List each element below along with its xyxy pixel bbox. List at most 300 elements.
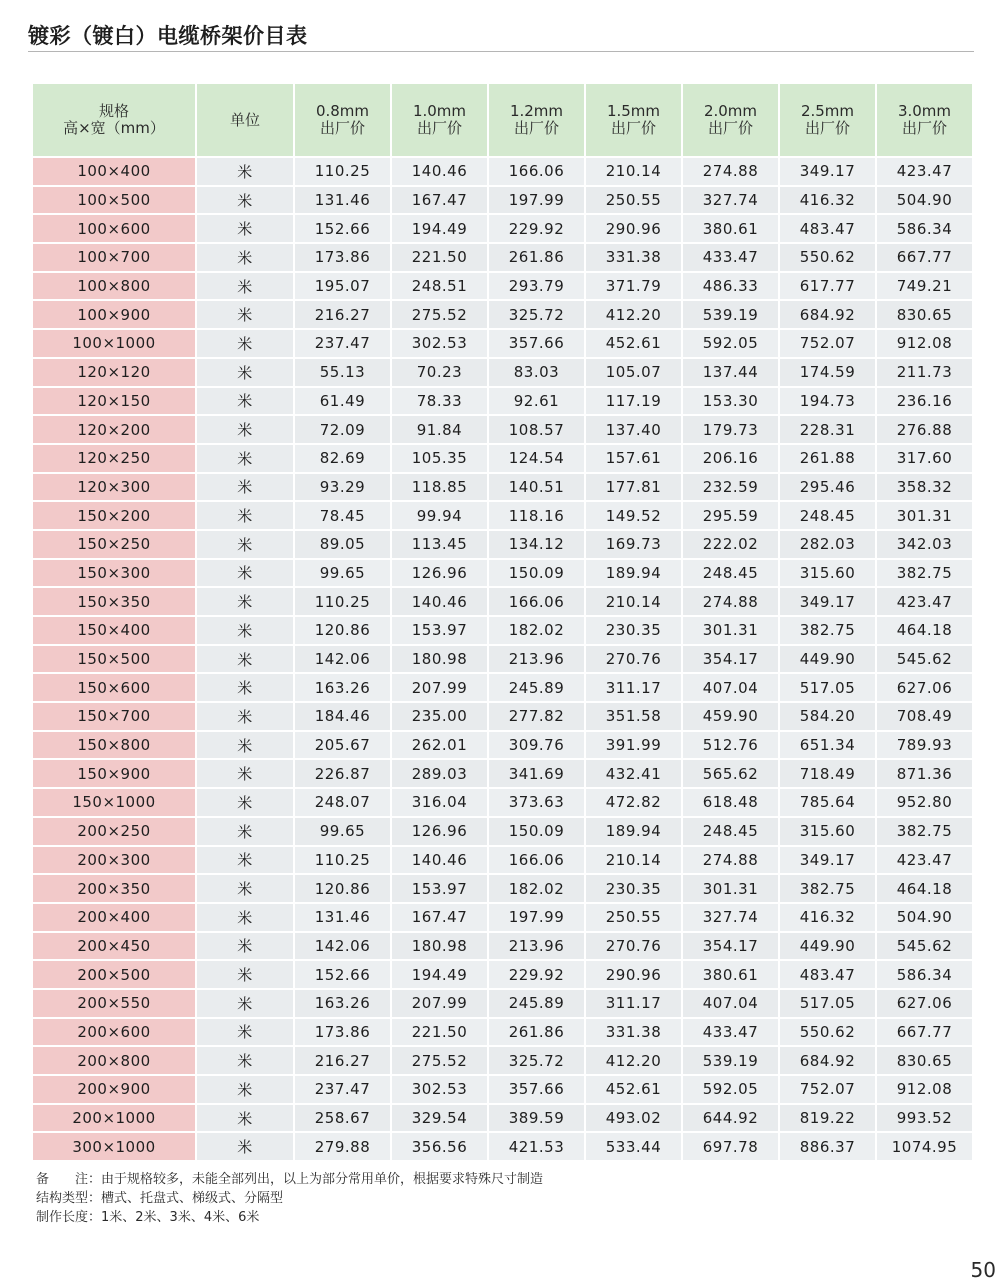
price-cell: 789.93: [877, 732, 972, 759]
price-cell: 153.30: [683, 388, 778, 415]
price-cell: 194.49: [392, 215, 487, 242]
price-cell: 459.90: [683, 703, 778, 730]
table-row: [33, 703, 972, 730]
price-cell: 140.46: [392, 158, 487, 185]
price-cell: 316.04: [392, 789, 487, 816]
unit-cell: 米: [197, 875, 293, 902]
header-spec: [33, 84, 195, 156]
price-cell: 565.62: [683, 760, 778, 787]
price-cell: 483.47: [780, 215, 875, 242]
price-cell: 194.73: [780, 388, 875, 415]
price-cell: 667.77: [877, 1019, 972, 1046]
price-cell: 325.72: [489, 1047, 584, 1074]
price-cell: 382.75: [780, 617, 875, 644]
price-cell: 134.12: [489, 531, 584, 558]
price-cell: 197.99: [489, 904, 584, 931]
header-price-label: 出厂价: [416, 119, 462, 137]
unit-cell: 米: [197, 560, 293, 587]
price-cell: 237.47: [295, 330, 390, 357]
price-cell: 180.98: [392, 933, 487, 960]
price-cell: 92.61: [489, 388, 584, 415]
price-cell: 91.84: [392, 416, 487, 443]
price-cell: 167.47: [392, 187, 487, 214]
price-cell: 342.03: [877, 531, 972, 558]
unit-cell: 米: [197, 847, 293, 874]
price-cell: 140.51: [489, 474, 584, 501]
price-cell: 277.82: [489, 703, 584, 730]
price-cell: 89.05: [295, 531, 390, 558]
price-cell: 327.74: [683, 904, 778, 931]
unit-cell: 米: [197, 244, 293, 271]
price-cell: 290.96: [586, 215, 681, 242]
price-cell: 105.07: [586, 359, 681, 386]
table-row: [33, 1019, 972, 1046]
unit-cell: 米: [197, 301, 293, 328]
price-cell: 584.20: [780, 703, 875, 730]
price-cell: 206.16: [683, 445, 778, 472]
price-cell: 166.06: [489, 158, 584, 185]
price-cell: 912.08: [877, 330, 972, 357]
price-cell: 592.05: [683, 1076, 778, 1103]
price-cell: 110.25: [295, 158, 390, 185]
spec-cell: 200×800: [33, 1047, 195, 1074]
unit-cell: 米: [197, 445, 293, 472]
price-cell: 618.48: [683, 789, 778, 816]
price-cell: 189.94: [586, 818, 681, 845]
unit-cell: 米: [197, 359, 293, 386]
price-cell: 912.08: [877, 1076, 972, 1103]
price-cell: 210.14: [586, 158, 681, 185]
table-row: [33, 961, 972, 988]
price-cell: 275.52: [392, 301, 487, 328]
price-cell: 126.96: [392, 818, 487, 845]
price-cell: 785.64: [780, 789, 875, 816]
spec-cell: 100×600: [33, 215, 195, 242]
price-cell: 221.50: [392, 244, 487, 271]
price-cell: 61.49: [295, 388, 390, 415]
header-thickness: 2.5mm: [800, 102, 855, 120]
header-price-label: 出厂价: [610, 119, 656, 137]
price-cell: 163.26: [295, 674, 390, 701]
header-thickness: 1.0mm: [412, 102, 467, 120]
price-cell: 93.29: [295, 474, 390, 501]
table-row: [33, 904, 972, 931]
price-cell: 276.88: [877, 416, 972, 443]
price-cell: 83.03: [489, 359, 584, 386]
table-row: [33, 588, 972, 615]
table-header-row: [33, 84, 972, 156]
price-cell: 472.82: [586, 789, 681, 816]
price-cell: 550.62: [780, 1019, 875, 1046]
unit-cell: 米: [197, 502, 293, 529]
table-row: [33, 875, 972, 902]
price-cell: 617.77: [780, 273, 875, 300]
spec-cell: 300×1000: [33, 1133, 195, 1160]
spec-cell: 150×400: [33, 617, 195, 644]
price-cell: 250.55: [586, 904, 681, 931]
price-cell: 331.38: [586, 244, 681, 271]
table-row: [33, 1105, 972, 1132]
price-cell: 222.02: [683, 531, 778, 558]
price-cell: 108.57: [489, 416, 584, 443]
price-cell: 140.46: [392, 847, 487, 874]
price-cell: 325.72: [489, 301, 584, 328]
price-cell: 423.47: [877, 847, 972, 874]
spec-cell: 150×700: [33, 703, 195, 730]
price-table: [31, 82, 974, 1162]
price-cell: 452.61: [586, 1076, 681, 1103]
price-cell: 261.86: [489, 1019, 584, 1046]
spec-cell: 120×250: [33, 445, 195, 472]
price-cell: 105.35: [392, 445, 487, 472]
price-cell: 72.09: [295, 416, 390, 443]
spec-cell: 150×200: [33, 502, 195, 529]
price-cell: 331.38: [586, 1019, 681, 1046]
price-cell: 539.19: [683, 301, 778, 328]
header-thickness: 1.2mm: [509, 102, 564, 120]
spec-cell: 150×900: [33, 760, 195, 787]
price-cell: 512.76: [683, 732, 778, 759]
unit-cell: 米: [197, 273, 293, 300]
table-row: [33, 273, 972, 300]
spec-cell: 150×300: [33, 560, 195, 587]
price-cell: 205.67: [295, 732, 390, 759]
header-price-column: [683, 84, 778, 156]
price-cell: 213.96: [489, 933, 584, 960]
price-cell: 78.33: [392, 388, 487, 415]
price-cell: 550.62: [780, 244, 875, 271]
price-cell: 412.20: [586, 1047, 681, 1074]
header-unit: 单位: [197, 84, 293, 156]
price-cell: 302.53: [392, 1076, 487, 1103]
price-cell: 55.13: [295, 359, 390, 386]
price-cell: 237.47: [295, 1076, 390, 1103]
table-row: [33, 388, 972, 415]
header-price-column: [489, 84, 584, 156]
spec-cell: 200×250: [33, 818, 195, 845]
unit-cell: 米: [197, 1105, 293, 1132]
unit-cell: 米: [197, 789, 293, 816]
price-cell: 167.47: [392, 904, 487, 931]
price-cell: 82.69: [295, 445, 390, 472]
table-row: [33, 301, 972, 328]
price-cell: 270.76: [586, 646, 681, 673]
table-row: [33, 818, 972, 845]
price-cell: 504.90: [877, 904, 972, 931]
price-cell: 830.65: [877, 1047, 972, 1074]
unit-cell: 米: [197, 158, 293, 185]
price-cell: 235.00: [392, 703, 487, 730]
table-row: [33, 416, 972, 443]
note-structure-types: 结构类型：槽式、托盘式、梯级式、分隔型: [36, 1191, 284, 1206]
price-cell: 229.92: [489, 215, 584, 242]
price-cell: 349.17: [780, 847, 875, 874]
price-cell: 152.66: [295, 215, 390, 242]
table-row: [33, 359, 972, 386]
price-cell: 412.20: [586, 301, 681, 328]
table-row: [33, 560, 972, 587]
price-cell: 493.02: [586, 1105, 681, 1132]
table-row: [33, 646, 972, 673]
price-cell: 819.22: [780, 1105, 875, 1132]
spec-cell: 150×1000: [33, 789, 195, 816]
price-cell: 137.44: [683, 359, 778, 386]
price-cell: 302.53: [392, 330, 487, 357]
table-row: [33, 933, 972, 960]
table-row: [33, 158, 972, 185]
price-cell: 423.47: [877, 588, 972, 615]
spec-cell: 120×200: [33, 416, 195, 443]
price-cell: 329.54: [392, 1105, 487, 1132]
unit-cell: 米: [197, 1133, 293, 1160]
spec-cell: 150×350: [33, 588, 195, 615]
price-cell: 113.45: [392, 531, 487, 558]
price-cell: 295.46: [780, 474, 875, 501]
unit-cell: 米: [197, 187, 293, 214]
price-cell: 464.18: [877, 617, 972, 644]
price-cell: 70.23: [392, 359, 487, 386]
price-cell: 684.92: [780, 1047, 875, 1074]
price-cell: 131.46: [295, 904, 390, 931]
header-spec-line1: 规格: [98, 102, 129, 120]
table-row: [33, 187, 972, 214]
price-cell: 449.90: [780, 933, 875, 960]
price-cell: 270.76: [586, 933, 681, 960]
price-cell: 275.52: [392, 1047, 487, 1074]
price-cell: 118.85: [392, 474, 487, 501]
unit-cell: 米: [197, 416, 293, 443]
price-cell: 358.32: [877, 474, 972, 501]
price-cell: 120.86: [295, 875, 390, 902]
price-cell: 250.55: [586, 187, 681, 214]
price-cell: 382.75: [877, 818, 972, 845]
table-row: [33, 732, 972, 759]
spec-cell: 200×550: [33, 990, 195, 1017]
unit-cell: 米: [197, 933, 293, 960]
price-cell: 423.47: [877, 158, 972, 185]
price-cell: 289.03: [392, 760, 487, 787]
price-cell: 110.25: [295, 847, 390, 874]
price-cell: 221.50: [392, 1019, 487, 1046]
price-cell: 311.17: [586, 990, 681, 1017]
notes: [36, 1170, 543, 1227]
price-cell: 1074.95: [877, 1133, 972, 1160]
price-cell: 871.36: [877, 760, 972, 787]
price-cell: 126.96: [392, 560, 487, 587]
table-row: [33, 1133, 972, 1160]
price-cell: 586.34: [877, 961, 972, 988]
unit-cell: 米: [197, 617, 293, 644]
price-cell: 684.92: [780, 301, 875, 328]
spec-cell: 150×500: [33, 646, 195, 673]
price-cell: 382.75: [780, 875, 875, 902]
price-cell: 627.06: [877, 674, 972, 701]
price-cell: 173.86: [295, 244, 390, 271]
spec-cell: 200×300: [33, 847, 195, 874]
price-cell: 230.35: [586, 875, 681, 902]
note-remark: 备 注：由于规格较多，未能全部列出，以上为部分常用单价，根据要求特殊尺寸制造: [36, 1172, 544, 1187]
price-cell: 341.69: [489, 760, 584, 787]
header-price-column: [392, 84, 487, 156]
price-cell: 179.73: [683, 416, 778, 443]
price-cell: 274.88: [683, 847, 778, 874]
price-cell: 245.89: [489, 674, 584, 701]
price-cell: 149.52: [586, 502, 681, 529]
price-cell: 131.46: [295, 187, 390, 214]
price-cell: 539.19: [683, 1047, 778, 1074]
price-cell: 236.16: [877, 388, 972, 415]
unit-cell: 米: [197, 474, 293, 501]
table-row: [33, 1047, 972, 1074]
price-cell: 211.73: [877, 359, 972, 386]
price-cell: 349.17: [780, 588, 875, 615]
table-row: [33, 789, 972, 816]
price-cell: 140.46: [392, 588, 487, 615]
spec-cell: 120×120: [33, 359, 195, 386]
price-cell: 189.94: [586, 560, 681, 587]
price-cell: 248.45: [683, 818, 778, 845]
table-row: [33, 244, 972, 271]
price-cell: 886.37: [780, 1133, 875, 1160]
price-cell: 207.99: [392, 674, 487, 701]
header-spec-line2: 高×宽（mm）: [63, 119, 165, 137]
price-cell: 749.21: [877, 273, 972, 300]
spec-cell: 200×900: [33, 1076, 195, 1103]
price-cell: 195.07: [295, 273, 390, 300]
unit-cell: 米: [197, 531, 293, 558]
price-cell: 354.17: [683, 933, 778, 960]
price-cell: 301.31: [683, 617, 778, 644]
price-cell: 120.86: [295, 617, 390, 644]
unit-cell: 米: [197, 674, 293, 701]
table-row: [33, 760, 972, 787]
price-cell: 586.34: [877, 215, 972, 242]
price-cell: 290.96: [586, 961, 681, 988]
price-cell: 182.02: [489, 617, 584, 644]
price-cell: 380.61: [683, 215, 778, 242]
spec-cell: 200×450: [33, 933, 195, 960]
unit-cell: 米: [197, 990, 293, 1017]
header-price-column: [780, 84, 875, 156]
page-title: 镀彩（镀白）电缆桥架价目表: [28, 24, 308, 48]
price-cell: 644.92: [683, 1105, 778, 1132]
table-row: [33, 1076, 972, 1103]
unit-cell: 米: [197, 1076, 293, 1103]
price-cell: 274.88: [683, 158, 778, 185]
price-cell: 627.06: [877, 990, 972, 1017]
table-row: [33, 330, 972, 357]
price-cell: 248.45: [780, 502, 875, 529]
price-cell: 166.06: [489, 588, 584, 615]
price-cell: 118.16: [489, 502, 584, 529]
spec-cell: 150×800: [33, 732, 195, 759]
price-cell: 78.45: [295, 502, 390, 529]
price-cell: 697.78: [683, 1133, 778, 1160]
price-cell: 752.07: [780, 330, 875, 357]
price-cell: 197.99: [489, 187, 584, 214]
price-cell: 153.97: [392, 617, 487, 644]
price-cell: 433.47: [683, 244, 778, 271]
price-cell: 667.77: [877, 244, 972, 271]
spec-cell: 100×1000: [33, 330, 195, 357]
unit-cell: 米: [197, 1019, 293, 1046]
price-cell: 213.96: [489, 646, 584, 673]
unit-cell: 米: [197, 732, 293, 759]
unit-cell: 米: [197, 904, 293, 931]
price-cell: 150.09: [489, 818, 584, 845]
price-cell: 230.35: [586, 617, 681, 644]
price-cell: 174.59: [780, 359, 875, 386]
header-price-label: 出厂价: [804, 119, 850, 137]
spec-cell: 100×800: [33, 273, 195, 300]
price-cell: 180.98: [392, 646, 487, 673]
price-cell: 142.06: [295, 646, 390, 673]
price-cell: 416.32: [780, 904, 875, 931]
price-cell: 311.17: [586, 674, 681, 701]
price-cell: 407.04: [683, 674, 778, 701]
header-price-column: [877, 84, 972, 156]
spec-cell: 120×300: [33, 474, 195, 501]
price-cell: 517.05: [780, 674, 875, 701]
price-cell: 354.17: [683, 646, 778, 673]
price-cell: 433.47: [683, 1019, 778, 1046]
price-cell: 210.14: [586, 588, 681, 615]
price-cell: 99.65: [295, 818, 390, 845]
spec-cell: 100×500: [33, 187, 195, 214]
price-cell: 169.73: [586, 531, 681, 558]
spec-cell: 100×900: [33, 301, 195, 328]
price-cell: 389.59: [489, 1105, 584, 1132]
price-cell: 177.81: [586, 474, 681, 501]
unit-cell: 米: [197, 1047, 293, 1074]
unit-cell: 米: [197, 646, 293, 673]
price-cell: 357.66: [489, 1076, 584, 1103]
spec-cell: 200×400: [33, 904, 195, 931]
spec-cell: 120×150: [33, 388, 195, 415]
header-price-label: 出厂价: [707, 119, 753, 137]
price-cell: 232.59: [683, 474, 778, 501]
header-thickness: 3.0mm: [897, 102, 952, 120]
table-row: [33, 474, 972, 501]
price-cell: 153.97: [392, 875, 487, 902]
spec-cell: 200×1000: [33, 1105, 195, 1132]
price-cell: 592.05: [683, 330, 778, 357]
price-cell: 356.56: [392, 1133, 487, 1160]
unit-cell: 米: [197, 588, 293, 615]
price-cell: 157.61: [586, 445, 681, 472]
table-body: [33, 158, 972, 1160]
spec-cell: 100×400: [33, 158, 195, 185]
price-cell: 545.62: [877, 933, 972, 960]
price-cell: 248.07: [295, 789, 390, 816]
price-cell: 651.34: [780, 732, 875, 759]
price-cell: 301.31: [683, 875, 778, 902]
price-cell: 545.62: [877, 646, 972, 673]
price-cell: 293.79: [489, 273, 584, 300]
price-cell: 152.66: [295, 961, 390, 988]
price-cell: 210.14: [586, 847, 681, 874]
price-cell: 110.25: [295, 588, 390, 615]
unit-cell: 米: [197, 330, 293, 357]
unit-cell: 米: [197, 388, 293, 415]
table-row: [33, 990, 972, 1017]
price-cell: 371.79: [586, 273, 681, 300]
price-cell: 248.51: [392, 273, 487, 300]
price-cell: 421.53: [489, 1133, 584, 1160]
price-cell: 99.65: [295, 560, 390, 587]
price-cell: 380.61: [683, 961, 778, 988]
price-cell: 830.65: [877, 301, 972, 328]
